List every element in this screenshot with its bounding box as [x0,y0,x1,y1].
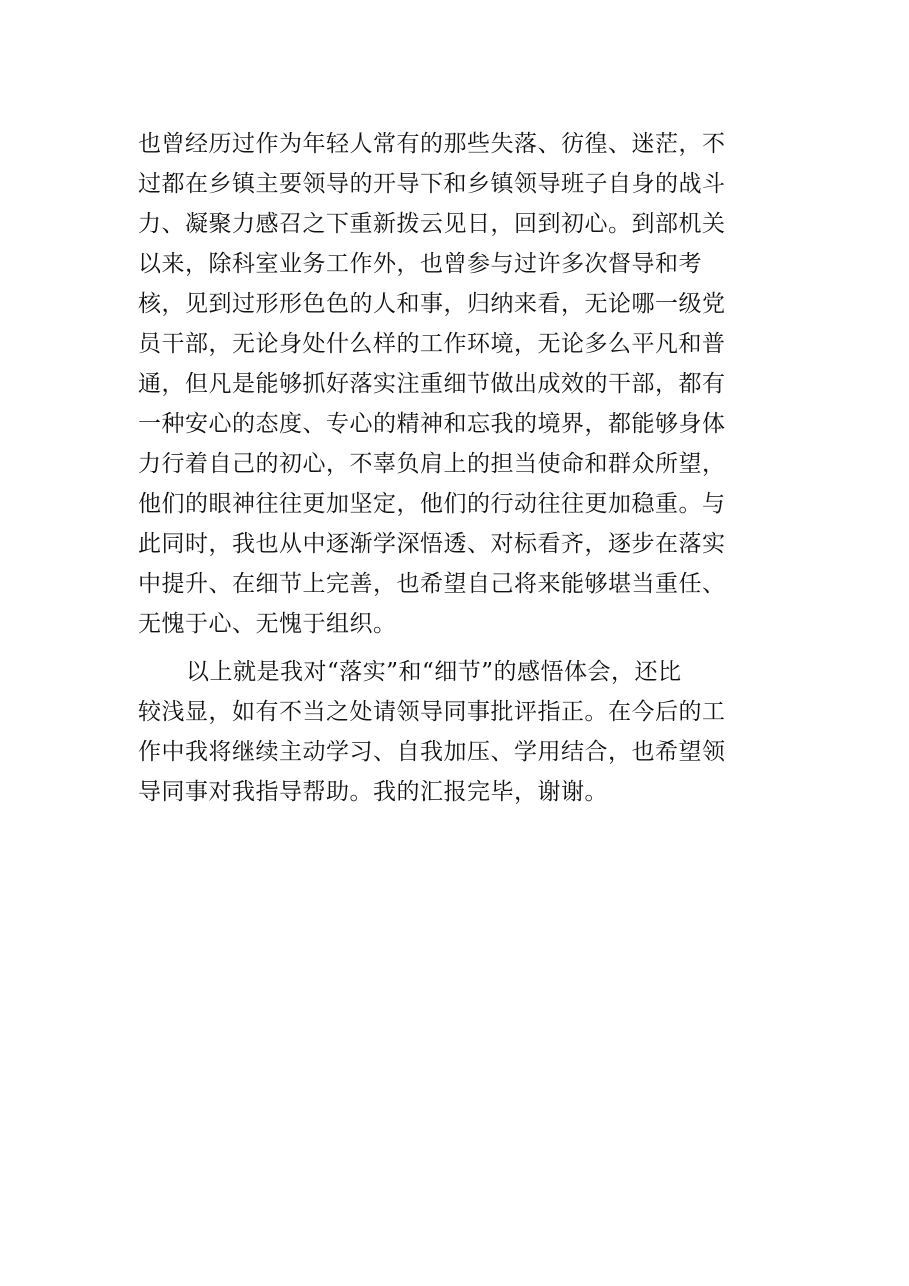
paragraph-line: 无愧于心、无愧于组织。 [138,611,397,637]
paragraph-2 [138,652,758,812]
document-body [138,124,758,812]
paragraph-line: 也曾经历过作为年轻人常有的那些失落、彷徨、迷茫，不 [138,131,726,157]
paragraph-line: 以上就是我对“落实”和“细节”的感悟体会，还比 [186,659,682,685]
paragraph-line: 力、凝聚力感召之下重新拨云见日，回到初心。到部机关 [138,211,726,237]
paragraph-line: 核，见到过形形色色的人和事，归纳来看，无论哪一级党 [138,291,726,317]
paragraph-line: 过都在乡镇主要领导的开导下和乡镇领导班子自身的战斗 [138,171,726,197]
paragraph-line: 以来，除科室业务工作外，也曾参与过许多次督导和考 [138,251,702,277]
paragraph-line: 作中我将继续主动学习、自我加压、学用结合，也希望领 [138,739,726,765]
paragraph-line: 导同事对我指导帮助。我的汇报完毕，谢谢。 [138,779,608,805]
paragraph-line: 通，但凡是能够抓好落实注重细节做出成效的干部，都有 [138,371,726,397]
paragraph-line: 中提升、在细节上完善，也希望自己将来能够堪当重任、 [138,571,726,597]
paragraph-line: 较浅显，如有不当之处请领导同事批评指正。在今后的工 [138,699,726,725]
paragraph-line: 一种安心的态度、专心的精神和忘我的境界，都能够身体 [138,411,726,437]
paragraph-1 [138,124,758,644]
paragraph-line: 员干部，无论身处什么样的工作环境，无论多么平凡和普 [138,331,726,357]
paragraph-line: 此同时，我也从中逐渐学深悟透、对标看齐，逐步在落实 [138,531,726,557]
paragraph-line: 力行着自己的初心，不辜负肩上的担当使命和群众所望， [138,451,726,477]
paragraph-line: 他们的眼神往往更加坚定，他们的行动往往更加稳重。与 [138,491,726,517]
